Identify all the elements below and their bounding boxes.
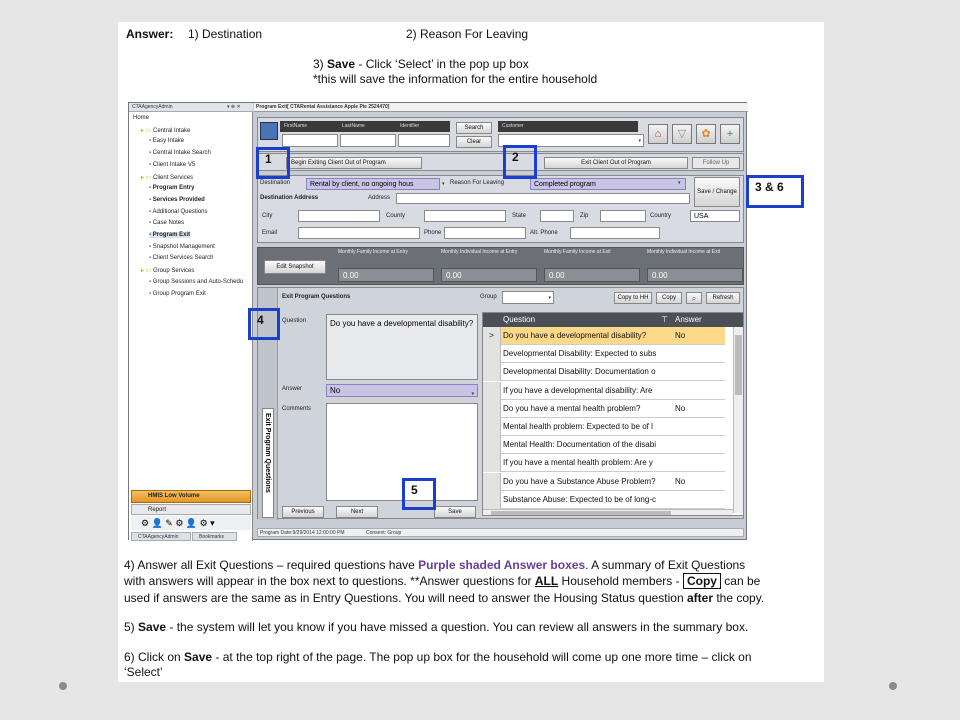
email-label: Email <box>262 230 278 236</box>
app-window <box>128 102 747 540</box>
callout-4 <box>248 308 280 340</box>
reason-select[interactable] <box>530 178 686 190</box>
row-selector-icon[interactable] <box>483 491 501 509</box>
callout-5 <box>402 478 436 510</box>
nav-tree-item[interactable] <box>141 174 193 181</box>
nav-tree-item[interactable] <box>149 279 243 285</box>
slide-dot-right <box>889 682 897 690</box>
income-label: Monthly Individual Income at Exit <box>647 249 721 255</box>
row-selector-icon[interactable]: > <box>483 327 501 345</box>
step4-line2-a: with answers will appear in the box next to questions. **Answer questions for <box>124 574 535 588</box>
chevron-down-icon: ▾ <box>471 391 474 397</box>
grid-cell-answer: No <box>675 403 686 413</box>
page-icon: ▪ <box>149 278 153 285</box>
summary-grid <box>482 312 744 516</box>
grid-row[interactable] <box>483 491 725 509</box>
step4-after-text: after <box>687 591 714 605</box>
grid-cell-question: If you have a developmental disability: Are <box>503 385 653 395</box>
nav-tree-item[interactable] <box>149 232 190 238</box>
save-change-button[interactable]: Save / Change <box>694 177 740 207</box>
email-input[interactable] <box>298 227 420 239</box>
folder-icon: ▸ ▭ <box>141 268 154 275</box>
identifier-input[interactable] <box>398 134 450 147</box>
main-tabbar <box>254 103 748 112</box>
nav-tree-item-label: Group Sessions and Auto-Schedu <box>152 278 244 285</box>
answer-select[interactable] <box>326 384 478 397</box>
phone-label: Phone <box>424 230 442 236</box>
search-button[interactable]: Search <box>456 122 492 134</box>
nav-tree-item-label: Snapshot Management <box>152 243 215 250</box>
step6-c: - at the top right of the page. The pop up box for the household will come up one more time – click on <box>212 650 752 664</box>
toolbar-icons[interactable]: ⚙ 👤 ✎ ⚙ 👤 ⚙ ▾ <box>131 516 251 530</box>
reason-value: Completed program <box>534 181 596 188</box>
step5-a: 5) <box>124 620 139 634</box>
grid-row[interactable] <box>483 327 725 345</box>
nav-tree-item-label: Central Intake <box>153 127 191 134</box>
grid-row[interactable] <box>483 400 725 418</box>
callout-2-label: 2 <box>512 150 519 164</box>
grid-scroll-thumb[interactable] <box>735 335 742 395</box>
status-bar <box>257 528 744 537</box>
answer-value: No <box>330 386 341 395</box>
comments-label: Comments <box>282 406 312 412</box>
grid-body <box>483 327 725 509</box>
exit-questions-title: Exit Program Questions <box>282 294 351 300</box>
grid-row[interactable] <box>483 345 725 363</box>
state-select[interactable] <box>540 210 574 222</box>
grid-cell-question: Substance Abuse: Expected to be of long-c <box>503 494 656 504</box>
copy-to-hh-button[interactable]: Copy to HH <box>614 292 652 304</box>
nav-tree-item[interactable] <box>149 255 214 261</box>
bottom-tab-bookmarks[interactable] <box>192 532 237 541</box>
grid-cell-question: Mental Health: Documentation of the disabi <box>503 440 656 450</box>
step4-all-text: ALL <box>534 574 559 588</box>
nav-tree-item[interactable] <box>133 115 149 121</box>
income-value: 0.00 <box>544 268 640 282</box>
nav-tree <box>133 115 251 295</box>
income-label: Monthly Family Income at Entry <box>338 249 409 255</box>
magnifier-icon[interactable]: ⌕ <box>686 292 702 304</box>
pin-header-icon: ⊤ <box>661 315 668 324</box>
income-value: 0.00 <box>338 268 434 282</box>
page-icon: ▪ <box>149 150 153 157</box>
group-icon[interactable]: ✿ <box>696 124 716 144</box>
hmis-label: HMIS Low Volume <box>148 493 200 499</box>
reason-label: Reason For Leaving <box>450 180 505 186</box>
first-name-input[interactable] <box>282 134 338 147</box>
step6-line2: ‘Select’ <box>124 665 163 679</box>
zip-label: Zip <box>580 213 589 219</box>
answer-label-field: Answer <box>282 386 303 392</box>
destination-panel <box>257 175 744 243</box>
grid-cell-question: Developmental Disability: Documentation o <box>503 367 656 377</box>
page-icon: ▪ <box>149 232 153 238</box>
destination-value: Rental by client, no ongoing hous <box>310 181 414 188</box>
step4-line2-c: Household members - <box>558 574 680 588</box>
grid-cell-question: Do you have a mental health problem? <box>503 403 641 413</box>
alt-phone-label: Alt. Phone <box>530 230 558 236</box>
follow-up-button[interactable]: Follow Up <box>692 157 740 169</box>
chevron-down-icon: ▾ <box>638 138 641 144</box>
nav-tree-item-label: Program Entry <box>152 185 195 192</box>
edit-snapshot-button[interactable]: Edit Snapshot <box>264 260 326 274</box>
country-label: Country <box>650 213 672 219</box>
folder-icon: ▸ ▭ <box>141 127 154 134</box>
step6-save: Save <box>184 650 213 664</box>
last-name-input[interactable] <box>340 134 396 147</box>
nav-tree-item-label: Client Services Search <box>152 255 214 262</box>
step4-line1 <box>124 558 745 572</box>
nav-tree-item-label: Home <box>133 115 150 121</box>
step4-purple-text: Purple shaded Answer boxes <box>418 558 586 572</box>
step4-line3 <box>124 591 764 605</box>
step2-text: 2) Reason For Leaving <box>406 27 529 41</box>
page-icon: ▪ <box>149 196 153 203</box>
nav-tree-item-label: Group Program Exit <box>152 290 206 297</box>
address-input[interactable] <box>396 193 690 204</box>
name-header-bar <box>280 121 450 132</box>
grid-cell-question: Developmental Disability: Expected to subs <box>503 349 657 359</box>
destination-dropdown-icon[interactable]: ▾ <box>442 181 445 187</box>
add-client-icon[interactable]: + <box>720 124 740 144</box>
county-select[interactable] <box>424 210 506 222</box>
nav-tree-item-label: Client Services <box>153 174 194 181</box>
filter-icon[interactable]: ▽ <box>672 124 692 144</box>
destination-label: Destination <box>260 180 291 186</box>
slide <box>118 22 824 682</box>
grid-cell-question: Do you have a developmental disability? <box>503 331 647 340</box>
callout-1 <box>256 147 290 179</box>
nav-tree-item[interactable] <box>149 220 184 226</box>
report-bar[interactable] <box>131 504 251 515</box>
question-text: Do you have a developmental disability? <box>330 319 474 328</box>
bottom-tab-agency[interactable] <box>131 532 191 541</box>
identifier-label: Identifier <box>400 123 420 129</box>
nav-tree-item-label: Case Notes <box>152 220 185 227</box>
previous-button[interactable]: Previous <box>282 506 324 518</box>
row-selector-icon[interactable] <box>483 382 501 400</box>
begin-exiting-button[interactable]: Begin Exiting Client Out of Program <box>286 157 422 169</box>
report-label: Report <box>148 507 167 513</box>
city-select[interactable] <box>298 210 380 222</box>
grid-cell-answer: No <box>675 476 686 486</box>
nav-tree-item-label: Program Exit <box>152 232 191 238</box>
grid-hscrollbar[interactable] <box>483 509 733 516</box>
client-card-icon <box>260 122 278 140</box>
refresh-button[interactable]: Refresh <box>706 292 740 304</box>
nav-tree-item[interactable] <box>149 209 208 215</box>
side-tab-label: Exit Program Questions <box>264 413 271 493</box>
slide-dot-left <box>59 682 67 690</box>
row-selector-icon[interactable] <box>483 473 501 491</box>
callout-2 <box>503 145 537 179</box>
status-consent: Consent: Group <box>366 530 402 536</box>
county-label: County <box>386 213 406 219</box>
grid-scrollbar[interactable] <box>733 327 743 513</box>
left-nav <box>129 103 253 541</box>
status-date: Program Date:9/29/2014 12:00:00 PM <box>260 530 345 536</box>
exit-questions-panel <box>257 287 744 519</box>
grid-row[interactable] <box>483 454 725 472</box>
step6-line1 <box>124 650 752 664</box>
row-selector-icon[interactable] <box>483 363 501 381</box>
income-value: 0.00 <box>441 268 537 282</box>
grid-cell-question: If you have a mental health problem: Are y <box>503 458 653 468</box>
grid-header-answer: Answer <box>675 315 702 324</box>
exit-client-button[interactable]: Exit Client Out of Program <box>544 157 688 169</box>
clear-button[interactable]: Clear <box>456 136 492 148</box>
nav-tree-item-label: Easy Intake <box>152 138 185 145</box>
side-tab-exit-questions[interactable] <box>262 408 274 518</box>
step4-line1-a: 4) Answer all Exit Questions – required questions have <box>124 558 419 572</box>
page-icon: ▪ <box>149 255 153 262</box>
program-exit-tab[interactable]: Program Exit[ CTARental Assistance Apple Pie 2524470] <box>256 104 390 110</box>
grid-row[interactable] <box>483 436 725 454</box>
question-label: Question <box>282 318 307 324</box>
alt-phone-input[interactable] <box>570 227 660 239</box>
nav-tree-item[interactable] <box>149 244 215 250</box>
income-label: Monthly Individual Income at Entry <box>441 249 518 255</box>
page-icon: ▪ <box>149 138 153 145</box>
grid-header <box>483 313 744 327</box>
reason-dropdown-icon[interactable]: ▾ <box>678 180 681 186</box>
folder-icon: ▸ ▭ <box>141 174 154 181</box>
exit-action-row <box>257 153 744 171</box>
answer-label: Answer: <box>126 27 174 41</box>
nav-tree-item[interactable] <box>149 150 211 156</box>
group-select[interactable] <box>502 291 554 304</box>
group-label: Group <box>480 294 497 300</box>
country-select[interactable] <box>690 210 740 222</box>
income-snapshot-panel <box>257 247 744 285</box>
row-selector-icon[interactable] <box>483 345 501 363</box>
step4-line2-d: can be <box>724 574 761 588</box>
step3-save: Save <box>327 57 356 71</box>
customer-label: Customer <box>502 123 524 129</box>
step3-text <box>313 57 529 71</box>
step4-line3-c: the copy. <box>713 591 765 605</box>
last-name-label: LastName <box>342 123 365 129</box>
grid-row[interactable] <box>483 473 725 491</box>
step3-num: 3) <box>313 57 324 71</box>
nav-header-title: CTAAgencyAdmin <box>132 104 173 110</box>
callout-1-label: 1 <box>265 152 272 166</box>
row-selector-icon[interactable] <box>483 454 501 472</box>
step3-note: *this will save the information for the entire household <box>313 72 598 86</box>
page-icon: ▪ <box>149 220 153 227</box>
income-label: Monthly Family Income at Exit <box>544 249 611 255</box>
step4-line2 <box>124 574 760 588</box>
row-selector-icon[interactable] <box>483 418 501 436</box>
step1-text: 1) Destination <box>188 27 263 41</box>
page-icon: ▪ <box>149 243 153 250</box>
first-name-label: FirstName <box>284 123 308 129</box>
nav-tree-item-label: Central Intake Search <box>152 150 211 157</box>
nav-tree-item-label: Services Provided <box>152 196 205 203</box>
hmis-bar[interactable] <box>131 490 251 503</box>
step5-save: Save <box>138 620 167 634</box>
page-icon: ▪ <box>149 290 153 297</box>
search-panel <box>257 117 744 152</box>
income-value: 0.00 <box>647 268 743 282</box>
save-button[interactable]: Save <box>434 506 476 518</box>
row-selector-icon[interactable] <box>483 436 501 454</box>
chevron-down-icon: ▾ <box>548 295 551 301</box>
step4-copy-box: Copy <box>683 573 721 589</box>
step3-rest: - Click ‘Select’ in the pop up box <box>358 57 529 71</box>
callout-4-label: 4 <box>257 313 264 327</box>
callout-5-label: 5 <box>411 483 418 497</box>
destination-select[interactable] <box>306 178 440 190</box>
step4-line1-c: . A summary of Exit Questions <box>585 558 746 572</box>
dest-address-label: Destination Address <box>260 195 319 201</box>
nav-tree-item[interactable] <box>149 185 194 191</box>
step6-a: 6) Click on <box>124 650 185 664</box>
country-value: USA <box>694 213 709 220</box>
nav-tree-item[interactable] <box>149 138 184 144</box>
grid-cell-question: Do you have a Substance Abuse Problem? <box>503 476 656 486</box>
home-icon[interactable]: ⌂ <box>648 124 668 144</box>
row-selector-icon[interactable] <box>483 400 501 418</box>
bottom-tab-bookmarks-label: Bookmarks <box>199 534 225 540</box>
nav-tree-item-label: Group Services <box>153 268 195 275</box>
callout-3-6-label: 3 & 6 <box>755 180 784 194</box>
customer-header-bar <box>498 121 638 132</box>
nav-header <box>129 103 253 112</box>
nav-tree-item-label: Additional Questions <box>152 208 208 215</box>
city-label: City <box>262 213 273 219</box>
phone-input[interactable] <box>444 227 526 239</box>
page-icon: ▪ <box>149 208 153 215</box>
state-label: State <box>512 213 527 219</box>
nav-tree-item[interactable] <box>141 127 190 134</box>
nav-tree-item[interactable] <box>149 162 195 168</box>
grid-hscroll-thumb[interactable] <box>491 511 671 516</box>
nav-tree-item[interactable] <box>149 197 205 203</box>
grid-row[interactable] <box>483 363 725 381</box>
step4-line3-a: used if answers are the same as in Entry Questions. You will need to answer the Housing Status question <box>124 591 687 605</box>
nav-tree-item[interactable] <box>149 291 206 297</box>
page-icon: ▪ <box>149 161 153 168</box>
grid-row[interactable] <box>483 382 725 400</box>
grid-cell-answer: No <box>675 331 686 340</box>
address-label: Address <box>368 195 391 201</box>
pin-icon[interactable]: ▾ ⊕ ✕ <box>227 104 241 110</box>
grid-row[interactable] <box>483 418 725 436</box>
grid-cell-question: Mental health problem: Expected to be of l <box>503 422 653 431</box>
copy-button[interactable]: Copy <box>656 292 682 304</box>
nav-tree-item-label: Client Intake V5 <box>152 161 196 168</box>
next-button[interactable]: Next <box>336 506 378 518</box>
question-textbox <box>326 314 478 380</box>
step5-line <box>124 620 748 634</box>
page-icon: ▪ <box>149 185 153 192</box>
nav-tree-item[interactable] <box>141 267 194 274</box>
callout-3-6 <box>746 175 804 208</box>
zip-input[interactable] <box>600 210 646 222</box>
step5-c: - the system will let you know if you have missed a question. You can review all answers in the summary box. <box>166 620 749 634</box>
grid-header-question: Question <box>503 315 536 324</box>
bottom-tab-agency-label: CTAAgencyAdmin <box>138 534 179 540</box>
